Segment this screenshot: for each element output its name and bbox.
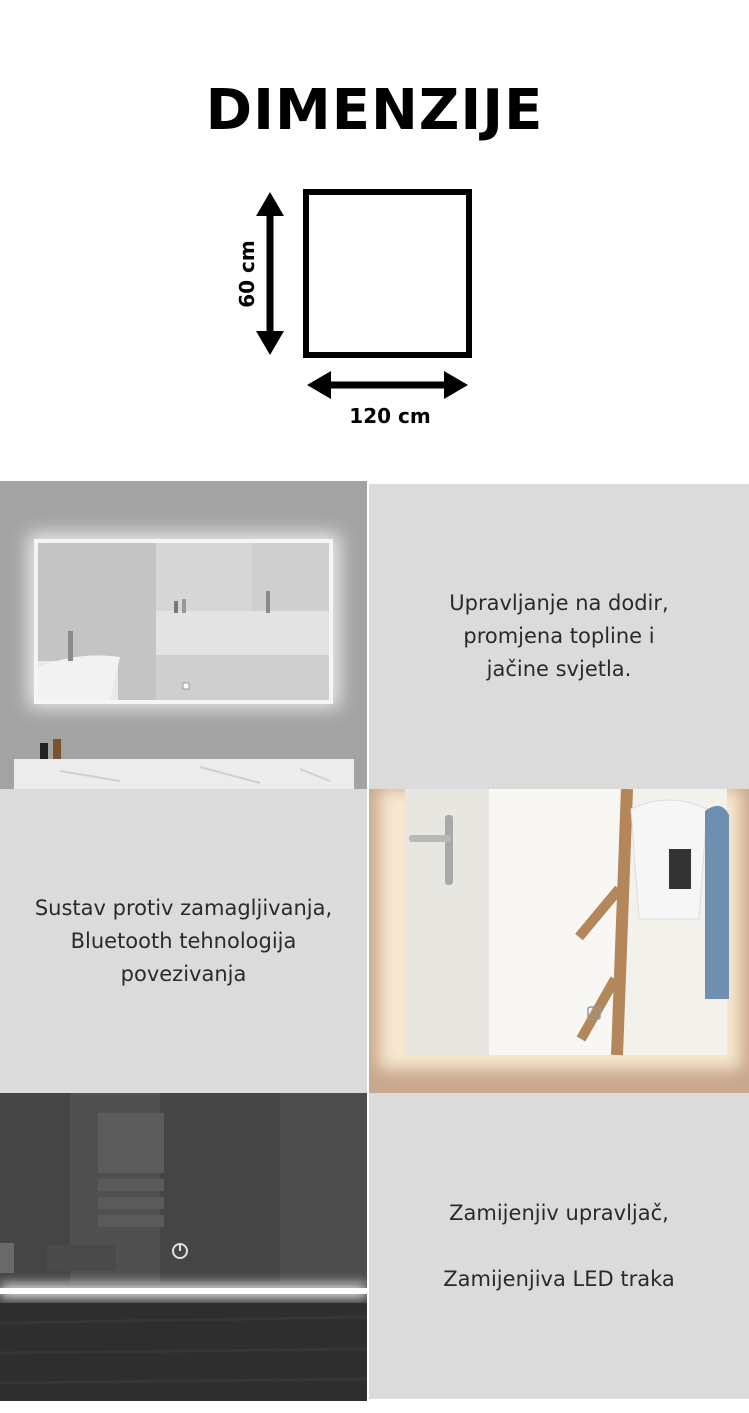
vertical-double-arrow-icon	[256, 192, 284, 355]
feature-panel-replaceable-parts	[369, 1093, 749, 1399]
feature-line-spacer	[369, 1230, 749, 1263]
page-title: DIMENZIJE	[205, 78, 544, 143]
feature-panel-antifog-bluetooth	[0, 789, 367, 1093]
feature-line: Sustav protiv zamagljivanja,	[34, 895, 333, 920]
feature-line: Zamijenjiva LED traka	[443, 1266, 675, 1291]
height-label: 60 cm	[235, 240, 259, 308]
feature-line: Bluetooth tehnologija	[70, 928, 297, 953]
mirror-led-strip-photo	[0, 1093, 367, 1401]
feature-line: povezivanja	[120, 961, 247, 986]
dimension-drawing	[0, 0, 749, 440]
mirror-coat-rack-photo	[369, 789, 749, 1093]
mirror-bathroom-photo	[0, 481, 367, 789]
feature-text	[369, 1197, 749, 1296]
feature-line: promjena topline i	[463, 624, 655, 648]
feature-text	[0, 892, 367, 991]
horizontal-double-arrow-icon	[307, 371, 468, 399]
feature-text	[369, 587, 749, 686]
mirror-bathroom-illustration	[0, 481, 367, 789]
mirror-led-strip-illustration	[0, 1093, 367, 1401]
feature-panel-touch-control	[369, 484, 749, 789]
feature-line: Zamijenjiv upravljač,	[449, 1200, 669, 1225]
mirror-coat-rack-illustration	[369, 789, 749, 1093]
feature-line: Upravljanje na dodir,	[449, 591, 669, 615]
feature-grid	[0, 481, 749, 1413]
feature-line: jačine svjetla.	[486, 657, 632, 681]
width-label: 120 cm	[349, 404, 431, 428]
mirror-outline-icon	[306, 192, 469, 355]
